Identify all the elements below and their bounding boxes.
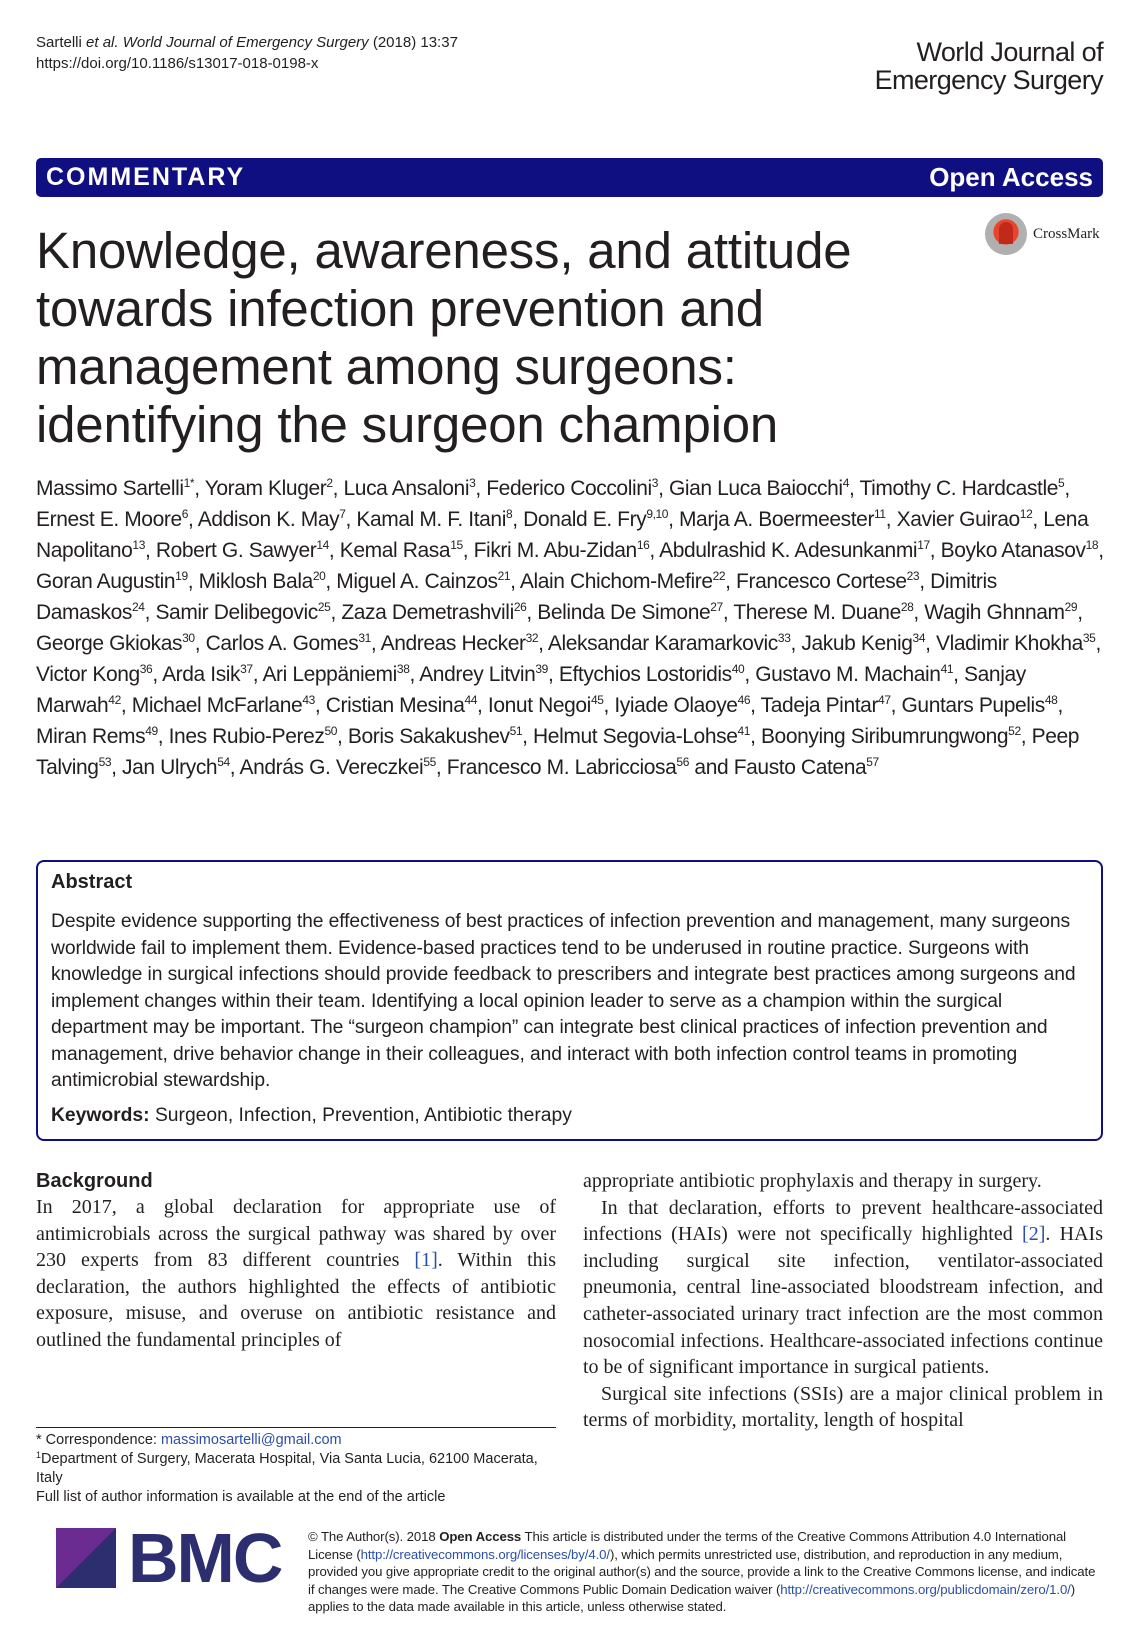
author-separator: , (1077, 601, 1083, 624)
author-affiliation: 40 (731, 662, 745, 676)
author-separator: , (658, 477, 669, 500)
author-entry (761, 694, 902, 717)
article-type-banner (36, 158, 1103, 197)
journal-name (875, 38, 1103, 94)
author-separator: , (462, 539, 474, 562)
author-entry (356, 508, 523, 531)
author-separator: , (194, 477, 205, 500)
author-separator: , (144, 539, 156, 562)
author-affiliation: 31 (358, 631, 371, 645)
author-separator: , (370, 632, 381, 655)
author-affiliation: 32 (525, 631, 539, 645)
author-separator: , (477, 694, 488, 717)
bmc-logo (56, 1519, 282, 1597)
title-line: management among surgeons: (36, 338, 737, 395)
author-separator: , (120, 694, 132, 717)
author-affiliation: 24 (132, 600, 145, 614)
author-separator: , (890, 694, 902, 717)
author-entry (155, 601, 341, 624)
author-name: Iyiade Olaoye (614, 694, 738, 717)
author-entry (36, 508, 198, 531)
author-affiliation: 55 (423, 755, 436, 769)
author-entry (486, 477, 669, 500)
text-run: ) applies to the data made available in this article, unless otherwise stated. (308, 1581, 1076, 1614)
keywords (51, 1105, 1088, 1127)
author-entry (162, 663, 262, 686)
author-entry (897, 508, 1044, 531)
author-separator: , (314, 694, 326, 717)
footnotes (36, 1431, 556, 1507)
author-entry (533, 725, 761, 748)
crossmark-button[interactable] (985, 213, 1100, 255)
author-name: Lena Napolitano (36, 508, 1089, 562)
author-entry (614, 694, 760, 717)
author-entry (156, 539, 340, 562)
author-name: Donald E. Fry (523, 508, 647, 531)
author-affiliation: 30 (182, 631, 195, 645)
author-affiliation: 56 (676, 755, 689, 769)
author-entry (801, 632, 936, 655)
author-entry (381, 632, 548, 655)
author-entry (559, 663, 755, 686)
author-separator: , (1020, 725, 1032, 748)
copyright: © The Author(s). 2018 (308, 1529, 436, 1544)
author-entry (859, 477, 1069, 500)
author-entry (240, 756, 447, 779)
author-name: Belinda De Simone (537, 601, 711, 624)
author-affiliation: 51 (509, 724, 523, 738)
author-affiliation: 12 (1019, 507, 1033, 521)
cite-etal: et al. (86, 34, 119, 51)
title-line: Knowledge, awareness, and attitude (36, 222, 852, 279)
article-title (36, 222, 936, 454)
paragraph (36, 1194, 556, 1354)
author-separator: , (848, 477, 860, 500)
left-column (36, 1168, 556, 1354)
author-name: Marja A. Boermeester (678, 508, 875, 531)
journal-name-line1: World Journal of (916, 37, 1103, 67)
author-name: Kamal M. F. Itani (356, 508, 506, 531)
citation-header (36, 32, 458, 74)
author-separator: , (953, 663, 965, 686)
author-name: Andrey Litvin (419, 663, 536, 686)
title-line: identifying the surgeon champion (36, 396, 779, 453)
author-name: Arda Isik (162, 663, 241, 686)
author-entry (132, 694, 326, 717)
author-affiliation: 15 (450, 538, 463, 552)
text-run: In that declaration, efforts to prevent healthcare-associated infections (HAIs) were not specifically highlighted (583, 1196, 1103, 1246)
author-affiliation: 7 (339, 507, 346, 521)
author-entry (340, 539, 474, 562)
right-column (583, 1168, 1103, 1434)
abstract-body: Despite evidence supporting the effectiveness of best practices of infection prevention and management, many surgeons worldwide fail to implement them. Evidence-based practices tend to be underused in routine practice. Surgeons with knowledge in surgical infections should provide feedback to prescribers and integrate best practices among surgeons and implement changes within their team. Identifying a local opinion leader to serve as a champion within the surgical department may be important. The “surgeon champion” can integrate best clinical practices of infection prevention and management, drive behavior change in their colleagues, and interact with both infection control teams in promoting antimicrobial stewardship. (51, 911, 1076, 1091)
author-affiliation: 41 (737, 724, 751, 738)
author-separator: , (512, 508, 524, 531)
author-affiliation: 54 (217, 755, 230, 769)
author-name: Ernest E. Moore (36, 508, 182, 531)
article-type: COMMENTARY (46, 163, 246, 191)
author-affiliation: 57 (866, 755, 879, 769)
author-affiliation: 5 (1058, 476, 1065, 490)
author-entry (122, 756, 239, 779)
author-separator: , (409, 663, 420, 686)
author-name: Timothy C. Hardcastle (859, 477, 1059, 500)
author-affiliation: 3 (469, 476, 476, 490)
author-name: Michael McFarlane (131, 694, 303, 717)
text-run: ), which permits unrestricted use, distribution, and reproduction in any medium, provided you give appropriate credit to the original author(s) and the source, provide a link to the Creative Commons license, and indicate if changes were made. The Creative Commons Public Domain Dedication waiver ( (308, 1546, 1096, 1597)
author-name: Vladimir Khokha (935, 632, 1083, 655)
author-separator: , (330, 601, 342, 624)
author-separator: , (526, 601, 538, 624)
author-affiliation: 8 (505, 507, 513, 521)
author-affiliation: 25 (317, 600, 331, 614)
author-entry (734, 756, 879, 779)
author-separator: , (144, 601, 156, 624)
author-name: Guntars Pupelis (901, 694, 1045, 717)
text-run: . HAIs including surgical site infection, ventilator-associated pneumonia, central line-associated bloodstream infection, and catheter-associated urinary tract infection are the most common nosocomial infections. Healthcare-associated infections continue to be of significant importance in surgical patients. (583, 1223, 1103, 1379)
author-separator: , (722, 601, 734, 624)
author-separator: , (1064, 477, 1070, 500)
author-separator: , (325, 570, 337, 593)
author-affiliation: 4 (842, 476, 849, 490)
author-name: Goran Augustin (36, 570, 176, 593)
author-name: Alain Chichom-Mefire (519, 570, 713, 593)
author-affiliation: 43 (302, 693, 315, 707)
author-separator: , (885, 508, 897, 531)
author-name: Ionut Negoi (487, 694, 591, 717)
cc-zero-link[interactable]: http://creativecommons.org/publicdomain/zero/1.0/ (780, 1581, 1071, 1597)
author-name: Boris Sakakushev (347, 725, 510, 748)
author-separator: , (152, 663, 163, 686)
author-affiliation: 52 (1008, 724, 1021, 738)
cc-by-license-link[interactable]: http://creativecommons.org/licenses/by/4.0/ (360, 1546, 610, 1562)
title-line: towards infection prevention and (36, 280, 764, 337)
author-name: Francesco Cortese (736, 570, 907, 593)
text-run: . Within this declaration, the authors highlighted the effects of antibiotic exposure, misuse, and overuse on antibiotic resistance and outlined the fundamental principles of (36, 1249, 557, 1351)
author-name: Helmut Segovia-Lohse (533, 725, 738, 748)
author-name: Andreas Hecker (380, 632, 526, 655)
author-affiliation: 38 (396, 662, 410, 676)
author-name: Robert G. Sawyer (155, 539, 317, 562)
author-affiliation: 42 (108, 693, 121, 707)
author-affiliation: 50 (324, 724, 338, 738)
author-entry (206, 632, 381, 655)
author-affiliation: 11 (874, 507, 886, 521)
author-name: Ari Leppäniemi (262, 663, 397, 686)
author-name: Xavier Guirao (896, 508, 1020, 531)
author-affiliation: 2 (326, 476, 333, 490)
affiliation-number: 1 (36, 1450, 42, 1460)
author-entry (679, 508, 897, 531)
author-separator: , (649, 539, 660, 562)
author-separator: , (913, 601, 925, 624)
author-name: Samir Delibegovic (155, 601, 318, 624)
author-separator: , (925, 632, 936, 655)
footnote-divider (36, 1427, 556, 1428)
author-entry (733, 601, 924, 624)
author-separator: , (229, 756, 240, 779)
author-entry (36, 570, 199, 593)
author-name: Wagih Ghnnam (924, 601, 1065, 624)
correspondence (36, 1431, 556, 1450)
author-entry (474, 539, 659, 562)
author-entry (755, 663, 964, 686)
author-separator: , (1032, 508, 1044, 531)
author-affiliation: 26 (513, 600, 527, 614)
author-separator: , (252, 663, 263, 686)
affiliation-1 (36, 1450, 556, 1488)
author-affiliation: 20 (312, 569, 326, 583)
author-name: Fikri M. Abu-Zidan (473, 539, 637, 562)
author-entry (336, 570, 520, 593)
author-name: Jakub Kenig (801, 632, 913, 655)
author-separator: , (194, 632, 206, 655)
author-entry (736, 570, 930, 593)
author-affiliation: 47 (878, 693, 891, 707)
author-affiliation: 37 (240, 662, 253, 676)
author-affiliation: 35 (1082, 631, 1096, 645)
license-statement (308, 1528, 1098, 1616)
author-affiliation: 34 (912, 631, 926, 645)
author-affiliation: 29 (1064, 600, 1078, 614)
text-run: In 2017, a global declaration for appropriate use of antimicrobials across the surgical pathway was shared by over 230 experts from 83 different countries (36, 1196, 556, 1272)
paragraph: Surgical site infections (SSIs) are a major clinical problem in terms of morbidity, mortality, length of hospital (583, 1382, 1103, 1432)
author-entry (36, 725, 169, 748)
author-name: Abdulrashid K. Adesunkanmi (659, 539, 918, 562)
bmc-logo-icon (56, 1528, 116, 1588)
author-list (36, 473, 1111, 783)
author-entry (199, 570, 337, 593)
keywords-list: Surgeon, Infection, Prevention, Antibiotic therapy (154, 1104, 572, 1126)
text-run: This article is distributed under the terms of the Creative Commons Attribution 4.0 International License ( (308, 1529, 1067, 1562)
author-affiliation: 1* (183, 476, 195, 490)
author-affiliation: 9,10 (646, 507, 669, 521)
author-entry (205, 477, 344, 500)
author-separator: , (435, 756, 447, 779)
author-separator: , (603, 694, 615, 717)
citation-line (36, 32, 458, 53)
author-entry (659, 539, 941, 562)
author-name: Miran Rems (36, 725, 146, 748)
author-entry (341, 601, 537, 624)
author-entry (36, 632, 206, 655)
author-separator: , (929, 539, 941, 562)
author-name: Miguel A. Cainzos (336, 570, 498, 593)
author-affiliation: 17 (917, 538, 930, 552)
author-entry (761, 725, 1032, 748)
author-name: Fausto Catena (733, 756, 867, 779)
author-separator: , (750, 694, 761, 717)
author-affiliation: 41 (940, 662, 954, 676)
author-separator: , (1095, 632, 1101, 655)
correspondence-label: * Correspondence: (36, 1432, 161, 1448)
author-affiliation: 49 (145, 724, 158, 738)
author-entry (924, 601, 1082, 624)
author-name: Jan Ulrych (122, 756, 218, 779)
author-entry (169, 725, 348, 748)
author-separator: , (345, 508, 357, 531)
author-entry (488, 694, 614, 717)
journal-name-line2: Emergency Surgery (874, 65, 1103, 95)
author-name: Zaza Demetrashvili (341, 601, 514, 624)
author-separator: , (337, 725, 348, 748)
author-name: Boonying Siribumrungwong (760, 725, 1009, 748)
reference-link-1[interactable]: [1] (414, 1249, 438, 1272)
author-name: Dimitris Damaskos (36, 570, 997, 624)
author-entry (669, 477, 860, 500)
cite-year-volume: (2018) 13:37 (372, 34, 458, 51)
author-entry (419, 663, 559, 686)
author-affiliation: 53 (98, 755, 112, 769)
author-affiliation: 6 (181, 507, 189, 521)
author-affiliation: 46 (737, 693, 751, 707)
author-affiliation: 48 (1044, 693, 1058, 707)
author-name: Therese M. Duane (733, 601, 901, 624)
author-entry (941, 539, 1104, 562)
correspondence-email-link[interactable]: massimosartelli@gmail.com (160, 1432, 342, 1448)
author-separator: , (1098, 539, 1104, 562)
bmc-logo-text: BMC (128, 1519, 282, 1597)
author-name: Victor Kong (36, 663, 140, 686)
author-separator: , (919, 570, 931, 593)
author-affiliation: 22 (712, 569, 726, 583)
author-name: Francesco M. Labricciosa (446, 756, 677, 779)
background-text (36, 1194, 556, 1354)
doi-link[interactable]: https://doi.org/10.1186/s13017-018-0198-x (36, 55, 319, 72)
author-affiliation: 23 (906, 569, 920, 583)
author-separator: and (688, 756, 734, 779)
crossmark-label: CrossMark (1033, 225, 1100, 242)
paragraph: appropriate antibiotic prophylaxis and therapy in surgery. (583, 1170, 1042, 1192)
author-name: Yoram Kluger (204, 477, 327, 500)
reference-link-2[interactable]: [2] (1022, 1223, 1046, 1246)
cite-journal: World Journal of Emergency Surgery (122, 34, 369, 51)
author-separator: , (744, 663, 756, 686)
author-separator: , (111, 756, 123, 779)
author-affiliation: 19 (175, 569, 188, 583)
author-separator: , (332, 477, 344, 500)
author-entry (36, 477, 205, 500)
author-separator: , (1057, 694, 1063, 717)
author-affiliation: 45 (590, 693, 604, 707)
author-name: Gustavo M. Machain (755, 663, 941, 686)
author-affiliation: 13 (132, 538, 145, 552)
author-name: Boyko Atanasov (940, 539, 1086, 562)
author-entry (447, 756, 734, 779)
author-separator: , (790, 632, 802, 655)
author-separator: , (725, 570, 737, 593)
abstract-heading: Abstract (51, 871, 133, 893)
author-entry (36, 663, 162, 686)
author-entry (901, 694, 1062, 717)
author-separator: , (157, 725, 169, 748)
author-entry (537, 601, 733, 624)
full-author-info-note: Full list of author information is available at the end of the article (36, 1489, 446, 1505)
author-separator: , (538, 632, 548, 655)
author-affiliation: 36 (139, 662, 153, 676)
author-separator: , (187, 570, 199, 593)
author-name: Ines Rubio-Perez (168, 725, 325, 748)
license-open-access: Open Access (439, 1529, 522, 1544)
author-name: Miklosh Bala (198, 570, 313, 593)
author-entry (326, 694, 488, 717)
author-entry (936, 632, 1101, 655)
section-heading-background: Background (36, 1170, 153, 1192)
author-name: Peep Talving (36, 725, 1080, 779)
author-affiliation: 14 (316, 538, 329, 552)
author-affiliation: 27 (710, 600, 723, 614)
author-entry (344, 477, 487, 500)
author-entry (523, 508, 679, 531)
author-affiliation: 39 (535, 662, 548, 676)
abstract-box (36, 860, 1103, 1141)
author-separator: , (522, 725, 534, 748)
author-name: András G. Vereczkei (239, 756, 424, 779)
author-name: Federico Coccolini (486, 477, 652, 500)
author-affiliation: 21 (497, 569, 511, 583)
author-affiliation: 33 (777, 631, 791, 645)
author-separator: , (668, 508, 679, 531)
author-name: Gian Luca Baiocchi (668, 477, 843, 500)
author-affiliation: 3 (651, 476, 659, 490)
author-separator: , (750, 725, 761, 748)
crossmark-icon (985, 213, 1027, 255)
author-separator: , (328, 539, 340, 562)
author-name: Sanjay Marwah (36, 663, 1026, 717)
author-separator: , (188, 508, 198, 531)
author-affiliation: 28 (900, 600, 914, 614)
author-name: Massimo Sartelli (36, 477, 184, 500)
author-affiliation: 16 (636, 538, 650, 552)
author-name: Cristian Mesina (325, 694, 465, 717)
author-entry (548, 632, 802, 655)
author-affiliation: 18 (1085, 538, 1099, 552)
author-affiliation: 44 (464, 693, 478, 707)
author-name: Eftychios Lostoridis (558, 663, 732, 686)
cite-author: Sartelli (36, 34, 82, 51)
author-name: Aleksandar Karamarkovic (547, 632, 778, 655)
author-name: Addison K. May (197, 508, 340, 531)
author-separator: , (510, 570, 520, 593)
keywords-label: Keywords: (51, 1104, 150, 1126)
author-entry (262, 663, 419, 686)
paragraph (583, 1195, 1103, 1381)
author-name: George Gkiokas (36, 632, 183, 655)
affiliation-text: Department of Surgery, Macerata Hospital, Via Santa Lucia, 62100 Macerata, Italy (36, 1451, 538, 1486)
author-entry (198, 508, 357, 531)
author-name: Carlos A. Gomes (205, 632, 359, 655)
author-entry (520, 570, 736, 593)
author-name: Luca Ansaloni (343, 477, 470, 500)
author-name: Kemal Rasa (339, 539, 451, 562)
open-access-label: Open Access (929, 162, 1093, 192)
author-separator: , (475, 477, 487, 500)
author-entry (348, 725, 533, 748)
author-separator: , (547, 663, 559, 686)
author-name: Tadeja Pintar (760, 694, 879, 717)
